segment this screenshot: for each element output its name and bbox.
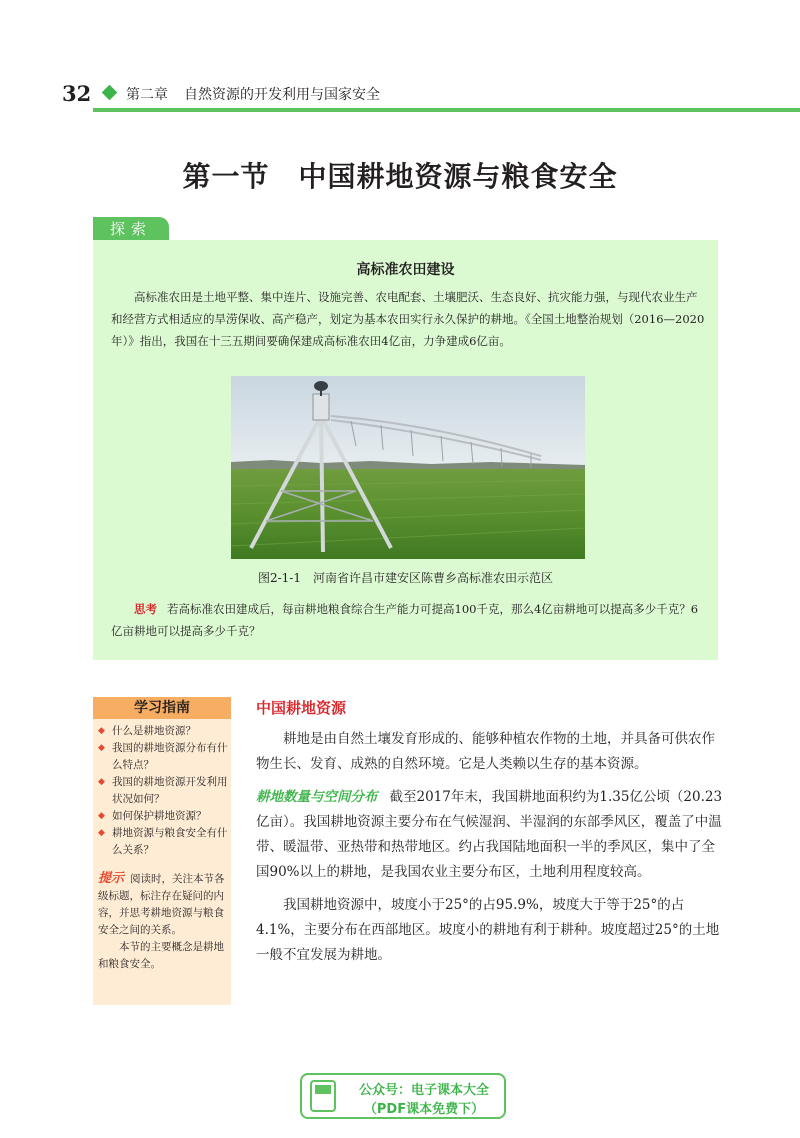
wechat-account-badge [300,1073,506,1119]
badge-line-2: （PDF课本免费下） [363,1102,485,1117]
body-paragraph: 我国耕地资源中，坡度小于25°的占95.9%，坡度大于等于25°的占4.1%，主要分布在西部地区。坡度小的耕地有利于耕种。坡度超过25°的土地一般不宜发展为耕地。 [256,897,720,963]
running-header [0,78,800,112]
chapter-heading [126,84,380,104]
page-number: 32 [62,81,92,106]
think-label: 思考 [134,602,157,616]
main-heading: 中国耕地资源 [256,699,347,717]
tip-text: 阅读时，关注本节各级标题，标注存在疑问的内容，并思考耕地资源与粮食安全之间的关系。 [98,873,225,936]
explore-tab: 探索 [93,217,169,241]
farmland-irrigation-photo [231,376,585,559]
body-text: 截至2017年末，我国耕地面积约为1.35亿公顷（20.23亿亩）。我国耕地资源主要分布在气候湿润、半湿润的东部季风区，覆盖了中温带、暖温带、亚热带和热带地区。约占我国陆地面积一半的季风区，集中了全国90%以上的耕地，是我国农业主要分布区，土地利用程度较高。 [256,789,723,880]
book-icon [310,1080,336,1112]
study-guide-item: ◆ 我国的耕地资源开发利用状况如何？ [98,774,228,808]
tip-label: 提示 [98,871,125,886]
figure-caption: 图2-1-1 河南省许昌市建安区陈曹乡高标准农田示范区 [257,571,554,585]
explore-heading: 高标准农田建设 [356,262,455,278]
think-text: 若高标准农田建成后，每亩耕地粮食综合生产能力可提高100千克，那么4亿亩耕地可以提高多少千克？6亿亩耕地可以提高多少千克？ [111,602,699,638]
chapter-label: 第二章 [126,87,168,103]
chapter-title: 自然资源的开发利用与国家安全 [184,87,380,103]
study-guide-item: ◆ 如何保护耕地资源？ [98,808,228,825]
diamond-icon [102,85,118,101]
study-guide-list [98,723,228,859]
tip-text-2: 本节的主要概念是耕地和粮食安全。 [98,941,224,970]
think-question [111,598,707,642]
section-title: 第一节 中国耕地资源与粮食安全 [182,160,618,193]
body-paragraph-subsection [256,785,726,885]
badge-line-1: 公众号：电子课本大全 [358,1083,489,1098]
study-guide-title: 学习指南 [93,697,231,719]
study-guide-item: ◆ 我国的耕地资源分布有什么特点？ [98,740,228,774]
body-paragraph: 耕地是由自然土壤发育形成的、能够种植农作物的土地，并具备可供农作物生长、发育、成熟的自然环境。它是人类赖以生存的基本资源。 [256,731,715,772]
sub-heading: 耕地数量与空间分布 [256,789,378,805]
study-tip [98,870,228,973]
study-guide-item: ◆ 什么是耕地资源？ [98,723,228,740]
study-guide-item: ◆ 耕地资源与粮食安全有什么关系？ [98,825,228,859]
explore-box [93,240,718,660]
study-guide [93,697,231,1005]
main-column [256,697,726,968]
header-rule [93,108,800,112]
explore-paragraph: 高标准农田是土地平整、集中连片、设施完善、农电配套、土壤肥沃、生态良好、抗灾能力强，与现代农业生产和经营方式相适应的旱涝保收、高产稳产，划定为基本农田实行永久保护的耕地。《全国土地整治规划（2016—2020年）》指出，我国在十三五期间要确保建成高标准农田4亿亩，力争建成6亿亩。 [111,290,705,348]
